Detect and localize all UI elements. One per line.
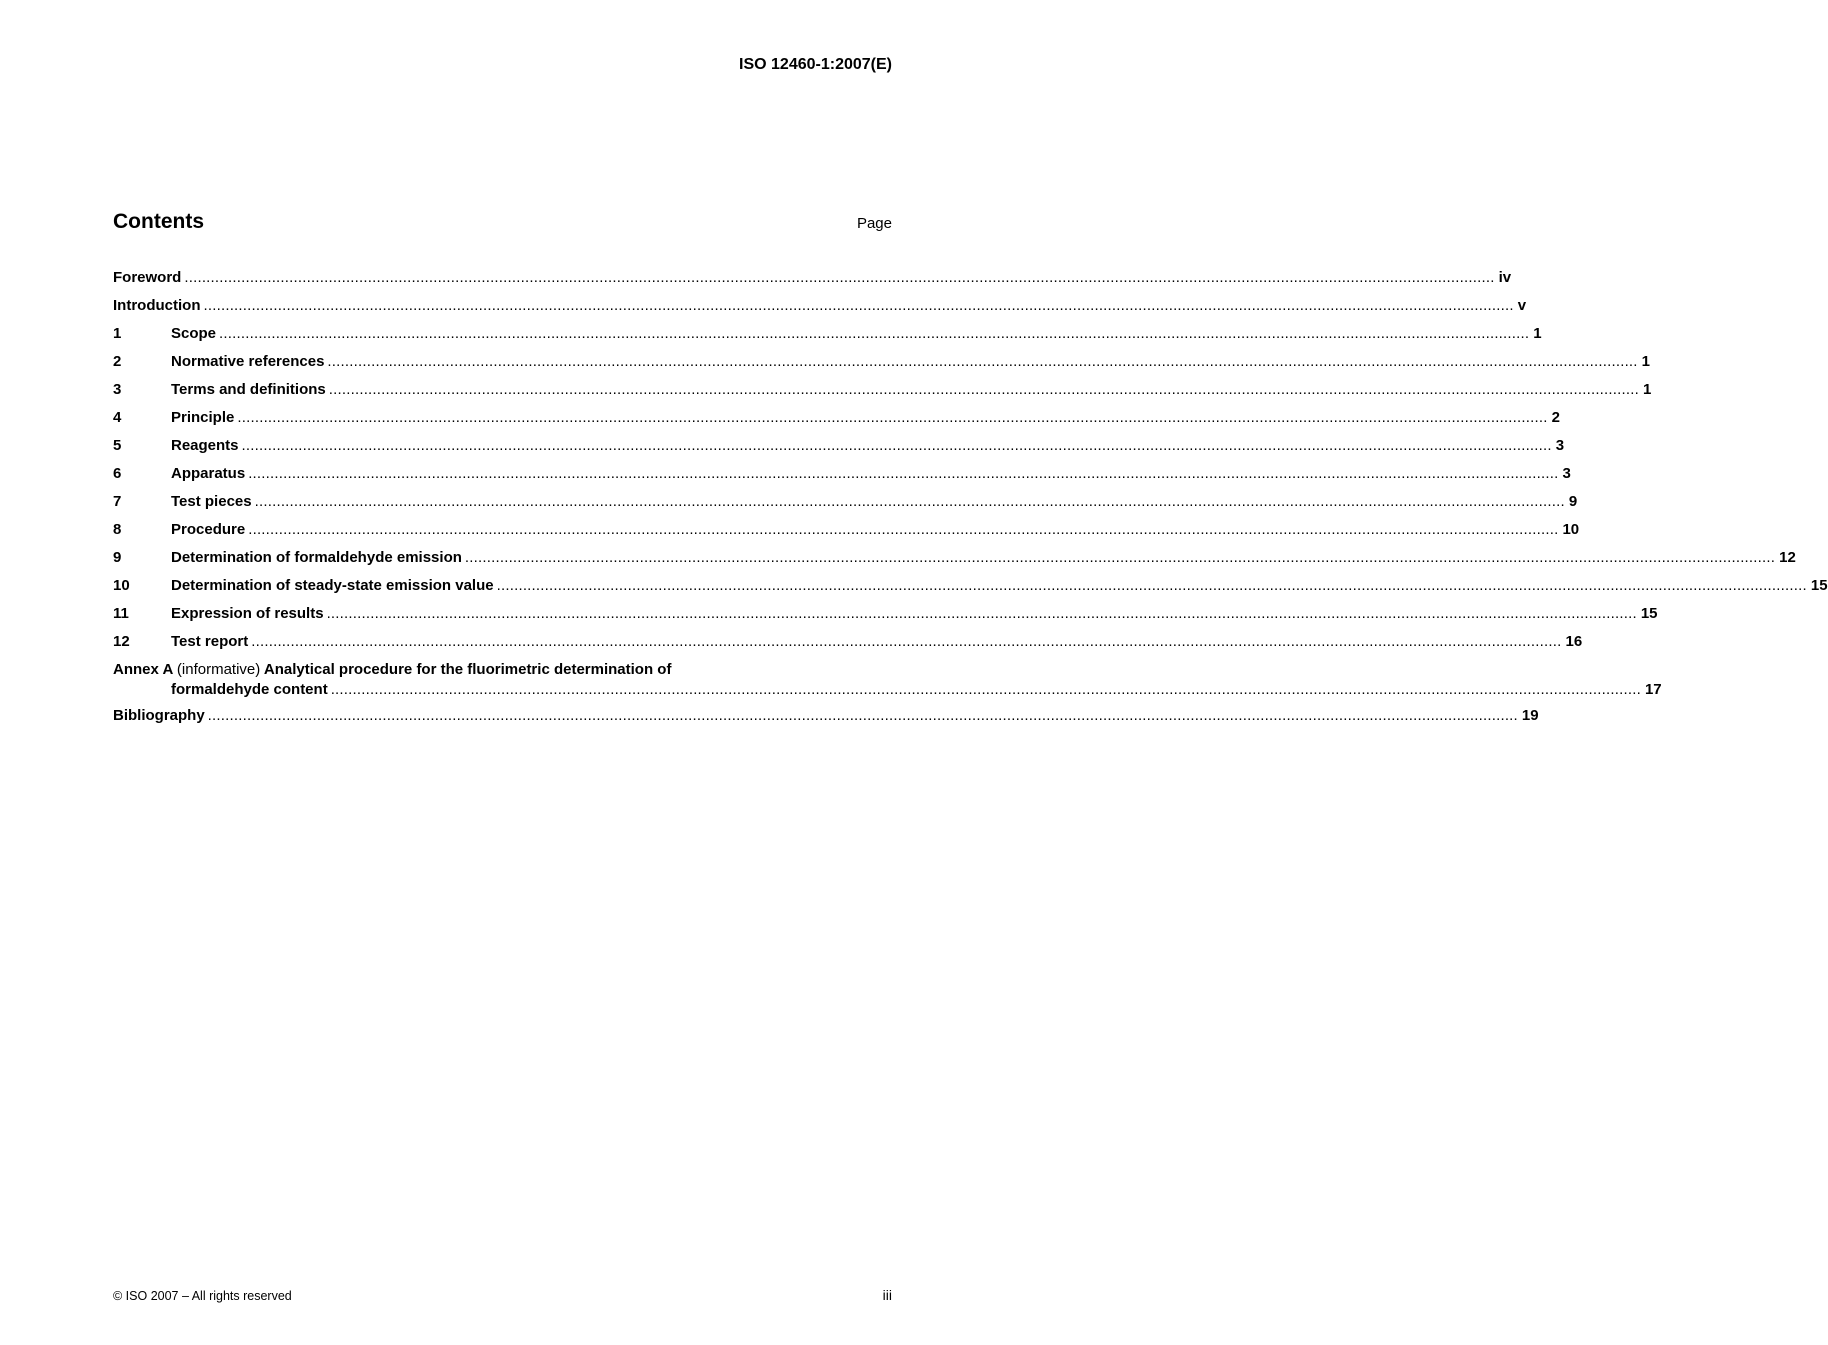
toc-page-number: 2: [1551, 409, 1560, 426]
toc-entry[interactable]: [113, 296, 1527, 324]
dot-leader: ............................................................................................................................................................................................................................................................................................................: [184, 269, 1495, 286]
dot-leader: ............................................................................................................................................................................................................................................................................................................: [464, 549, 1776, 566]
toc-page-number: 9: [1568, 493, 1578, 510]
toc-entry[interactable]: [113, 324, 1542, 352]
toc-entry-annex-a[interactable]: [113, 660, 1662, 706]
toc-title: Apparatus: [171, 465, 246, 482]
toc-entry[interactable]: [113, 380, 1652, 408]
dot-leader: ............................................................................................................................................................................................................................................................................................................: [237, 409, 1548, 426]
contents-header: [113, 210, 892, 240]
toc-page-number: 15: [1640, 605, 1658, 622]
toc-entry[interactable]: [113, 352, 1651, 380]
document-id: ISO 12460-1:2007(E): [739, 56, 892, 73]
toc-entry[interactable]: [113, 464, 1571, 492]
toc-page-number: 12: [1779, 549, 1796, 566]
footer-copyright: © ISO 2007 – All rights reserved: [113, 1289, 292, 1303]
toc-number: 4: [113, 409, 122, 426]
toc-number: 6: [113, 465, 122, 482]
toc-entry[interactable]: [113, 492, 1578, 520]
dot-leader: ............................................................................................................................................................................................................................................................................................................: [496, 577, 1807, 594]
annex-label: Annex A: [113, 661, 173, 678]
toc-entry[interactable]: [113, 548, 1796, 576]
toc-title: Determination of formaldehyde emission: [171, 549, 462, 566]
annex-title-line1: Analytical procedure for the fluorimetric determination of: [263, 661, 672, 678]
toc-title: Normative references: [171, 353, 325, 370]
toc-page-number: 3: [1562, 465, 1571, 482]
contents-title: Contents: [113, 210, 204, 233]
toc-page-number: 10: [1562, 521, 1580, 538]
toc-title: Procedure: [171, 521, 246, 538]
toc-entry[interactable]: [113, 576, 1828, 604]
dot-leader: ............................................................................................................................................................................................................................................................................................................: [248, 521, 1559, 538]
toc-title: Determination of steady-state emission value: [171, 577, 494, 594]
toc-title: Introduction: [113, 297, 201, 314]
dot-leader: ............................................................................................................................................................................................................................................................................................................: [207, 707, 1518, 724]
toc-page-number: 16: [1565, 633, 1583, 650]
annex-title-line2: formaldehyde content: [171, 681, 328, 698]
toc-number: 5: [113, 437, 122, 454]
toc-entry[interactable]: [113, 632, 1583, 660]
toc-title: Terms and definitions: [171, 381, 326, 398]
dot-leader: ............................................................................................................................................................................................................................................................................................................: [219, 325, 1530, 342]
dot-leader: ............................................................................................................................................................................................................................................................................................................: [251, 633, 1562, 650]
toc-number: 9: [113, 549, 122, 566]
dot-leader: ............................................................................................................................................................................................................................................................................................................: [330, 681, 1641, 698]
toc-title: Foreword: [113, 269, 182, 286]
toc-page-number: 3: [1555, 437, 1565, 454]
toc-entry-bibliography[interactable]: [113, 706, 1539, 734]
toc-entry[interactable]: [113, 604, 1658, 632]
toc-number: 12: [113, 633, 130, 650]
toc-title: Test pieces: [171, 493, 252, 510]
toc-entry[interactable]: [113, 268, 1512, 296]
toc-title: Bibliography: [113, 707, 205, 724]
toc-page-number: 17: [1644, 681, 1662, 698]
toc-entry[interactable]: [113, 436, 1565, 464]
toc-page-number: 1: [1643, 381, 1652, 398]
toc-number: 11: [113, 605, 129, 622]
toc-title: Scope: [171, 325, 217, 342]
toc-title: Principle: [171, 409, 235, 426]
toc-title: Expression of results: [171, 605, 324, 622]
toc-page-number: iv: [1498, 269, 1512, 286]
toc-page-number: 15: [1810, 577, 1828, 594]
dot-leader: ............................................................................................................................................................................................................................................................................................................: [327, 353, 1638, 370]
toc-number: 3: [113, 381, 122, 398]
annex-heading-line: [113, 660, 892, 680]
toc-number: 8: [113, 521, 122, 538]
toc-number: 2: [113, 353, 122, 370]
toc-title: Test report: [171, 633, 249, 650]
annex-informative: (informative): [176, 661, 261, 678]
dot-leader: ............................................................................................................................................................................................................................................................................................................: [326, 605, 1637, 622]
toc-number: 7: [113, 493, 122, 510]
toc-entry[interactable]: [113, 408, 1560, 436]
toc-page-number: 1: [1533, 325, 1542, 342]
dot-leader: ............................................................................................................................................................................................................................................................................................................: [248, 465, 1559, 482]
toc-entry[interactable]: [113, 520, 1580, 548]
toc-title: Reagents: [171, 437, 239, 454]
dot-leader: ............................................................................................................................................................................................................................................................................................................: [203, 297, 1514, 314]
toc-page-number: 1: [1641, 353, 1651, 370]
dot-leader: ............................................................................................................................................................................................................................................................................................................: [328, 381, 1639, 398]
dot-leader: ............................................................................................................................................................................................................................................................................................................: [241, 437, 1552, 454]
toc-number: 10: [113, 577, 130, 594]
page-column-label: Page: [856, 215, 892, 232]
toc-page-number: 19: [1521, 707, 1539, 724]
table-of-contents: [113, 268, 1828, 734]
footer-page-number: iii: [882, 1287, 892, 1303]
annex-continuation-line: [113, 680, 1662, 700]
dot-leader: ............................................................................................................................................................................................................................................................................................................: [254, 493, 1565, 510]
toc-page-number: v: [1517, 297, 1527, 314]
toc-number: 1: [113, 325, 122, 342]
